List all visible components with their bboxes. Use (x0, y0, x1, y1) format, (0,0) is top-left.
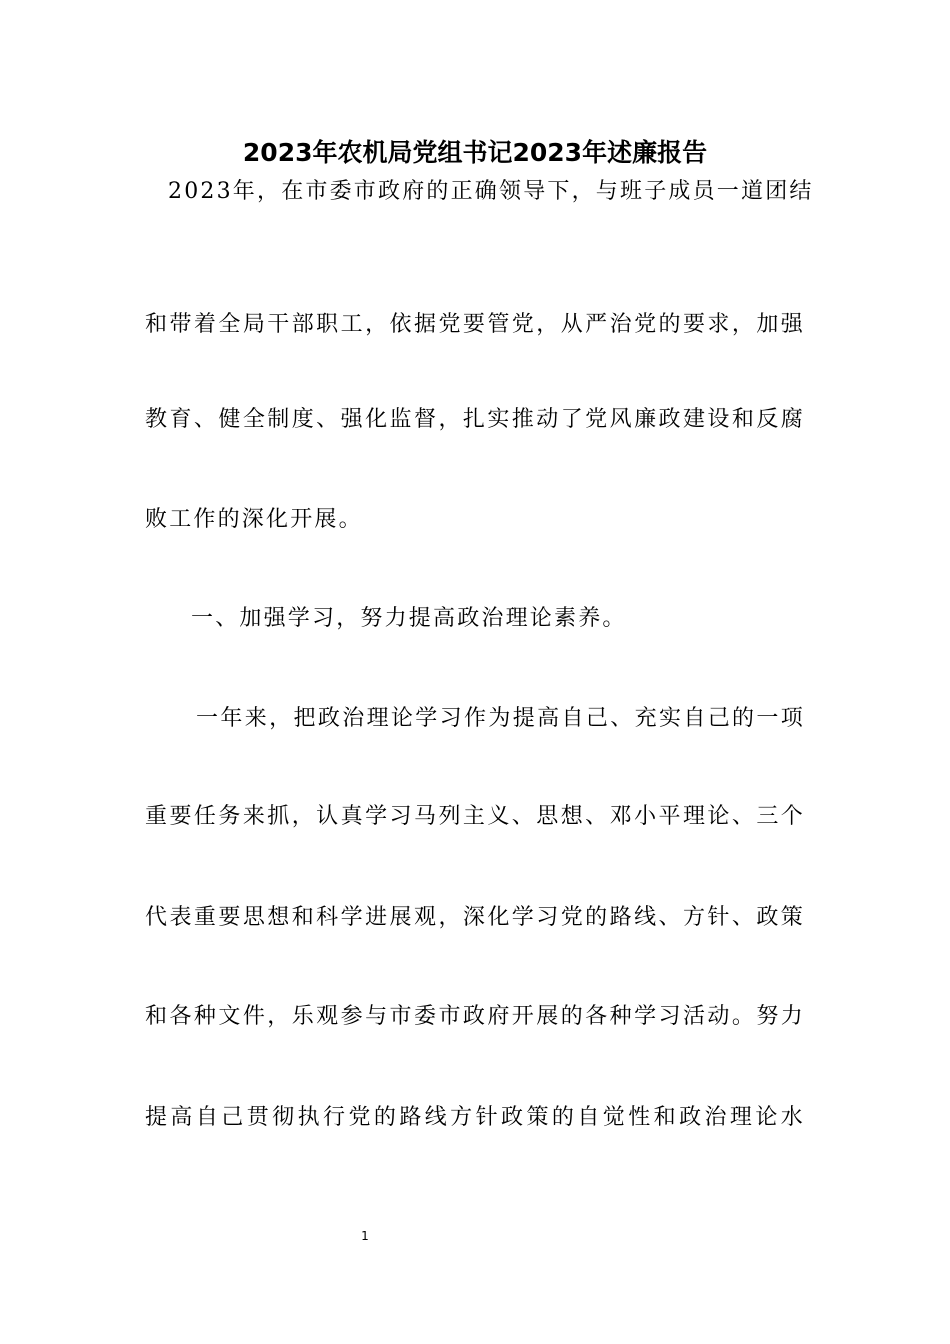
paragraph-line: 一年来，把政治理论学习作为提高自己、充实自己的一项 (196, 706, 805, 731)
paragraph-line: 败工作的深化开展。 (145, 507, 363, 532)
paragraph-line: 和各种文件，乐观参与市委市政府开展的各种学习活动。努力 (145, 1004, 805, 1029)
paragraph-line: 重要任务来抓，认真学习马列主义、思想、邓小平理论、三个 (145, 804, 805, 829)
paragraph-line: 提高自己贯彻执行党的路线方针政策的自觉性和政治理论水 (145, 1105, 805, 1130)
paragraph-line: 代表重要思想和科学进展观，深化学习党的路线、方针、政策 (145, 905, 805, 930)
paragraph-line: 和带着全局干部职工，依据党要管党，从严治党的要求，加强 (145, 312, 805, 337)
section-heading: 一、加强学习，努力提高政治理论素养。 (191, 606, 627, 631)
paragraph-line: 教育、健全制度、强化监督，扎实推动了党风廉政建设和反腐 (145, 407, 805, 432)
paragraph-line: 2023年，在市委市政府的正确领导下，与班子成员一道团结 (168, 179, 814, 204)
document-title: 2023年农机局党组书记2023年述廉报告 (242, 138, 708, 167)
page-number: 1 (361, 1229, 369, 1243)
